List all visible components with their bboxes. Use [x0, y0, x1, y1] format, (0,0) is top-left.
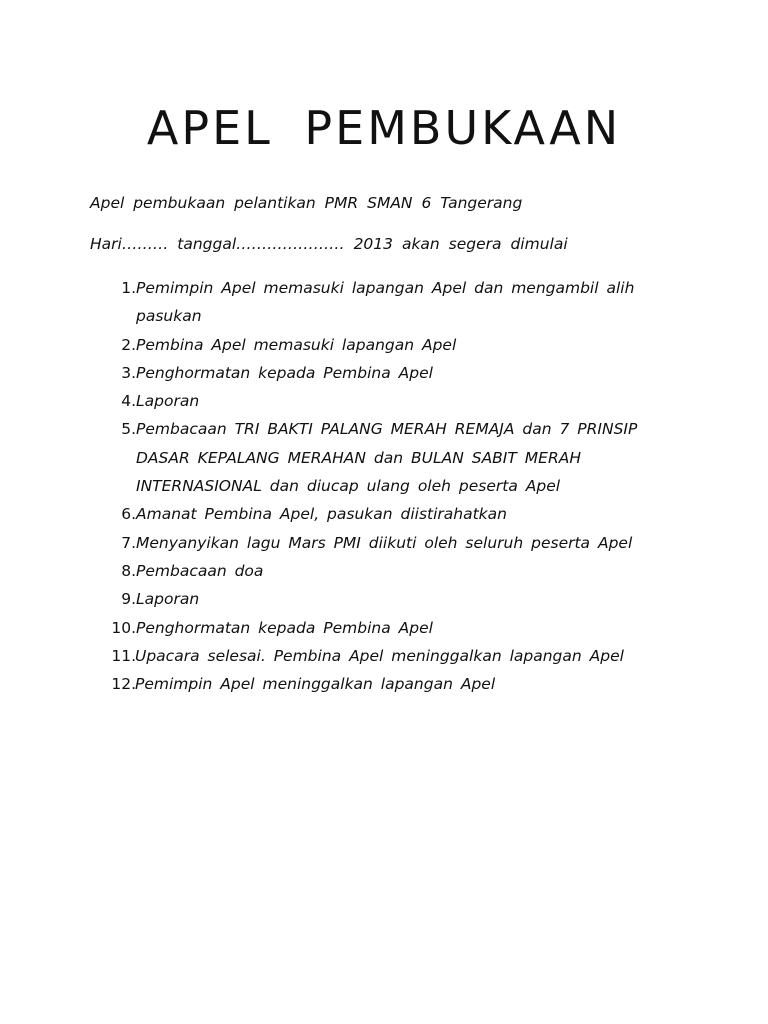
list-item-number: 3. [121, 363, 136, 382]
list-item [100, 359, 675, 387]
list-item-number: 8. [121, 561, 136, 580]
agenda-list [100, 274, 675, 698]
list-item-text: Laporan [136, 590, 200, 609]
list-item-text: Amanat Pembina Apel, pasukan diistirahatkan [136, 505, 507, 524]
list-item-text: Menyanyikan lagu Mars PMI diikuti oleh seluruh peserta Apel [136, 533, 633, 552]
list-item [100, 557, 675, 585]
list-item-number: 12. [111, 675, 136, 694]
list-item-text: Penghormatan kepada Pembina Apel [136, 618, 433, 637]
list-item-number: 9. [121, 590, 136, 609]
list-item [100, 529, 675, 557]
list-item-number: 10. [111, 618, 136, 637]
list-item [100, 415, 675, 500]
list-item-text: Pembacaan TRI BAKTI PALANG MERAH REMAJA dan 7 PRINSIP DASAR KEPALANG MERAHAN dan BULAN SABIT MERAH INTERNASIONAL dan diucap ulang oleh peserta Apel [136, 420, 638, 496]
list-item-number: 1. [121, 279, 136, 297]
list-item-number: 5. [121, 420, 136, 439]
list-item [100, 670, 675, 698]
list-item [100, 387, 675, 415]
list-item [100, 331, 675, 359]
list-item-text: Pembacaan doa [136, 561, 264, 580]
list-item [100, 500, 675, 528]
list-item [100, 642, 675, 670]
list-item-text: Pembina Apel memasuki lapangan Apel [136, 335, 457, 354]
list-item-text: Penghormatan kepada Pembina Apel [136, 363, 433, 382]
intro-line-1: Apel pembukaan pelantikan PMR SMAN 6 Tangerang [90, 194, 523, 212]
list-item-number: 2. [121, 335, 136, 354]
list-item-text: Pemimpin Apel meninggalkan lapangan Apel [135, 675, 496, 694]
list-item-number: 6. [121, 505, 136, 524]
document-title: APEL PEMBUKAAN [146, 101, 622, 155]
list-item [100, 585, 675, 613]
list-item-text: Laporan [136, 392, 200, 411]
list-item [100, 274, 675, 331]
list-item-number: 7. [121, 533, 136, 552]
list-item-number: 11. [111, 646, 136, 665]
list-item-number: 4. [121, 392, 136, 411]
list-item-text: Pemimpin Apel memasuki lapangan Apel dan mengambil alih pasukan [136, 279, 635, 326]
list-item-text: Upacara selesai. Pembina Apel meninggalkan lapangan Apel [135, 646, 624, 665]
list-item [100, 614, 675, 642]
intro-line-2: Hari……… tanggal………………… 2013 akan segera dimulai [90, 235, 568, 253]
